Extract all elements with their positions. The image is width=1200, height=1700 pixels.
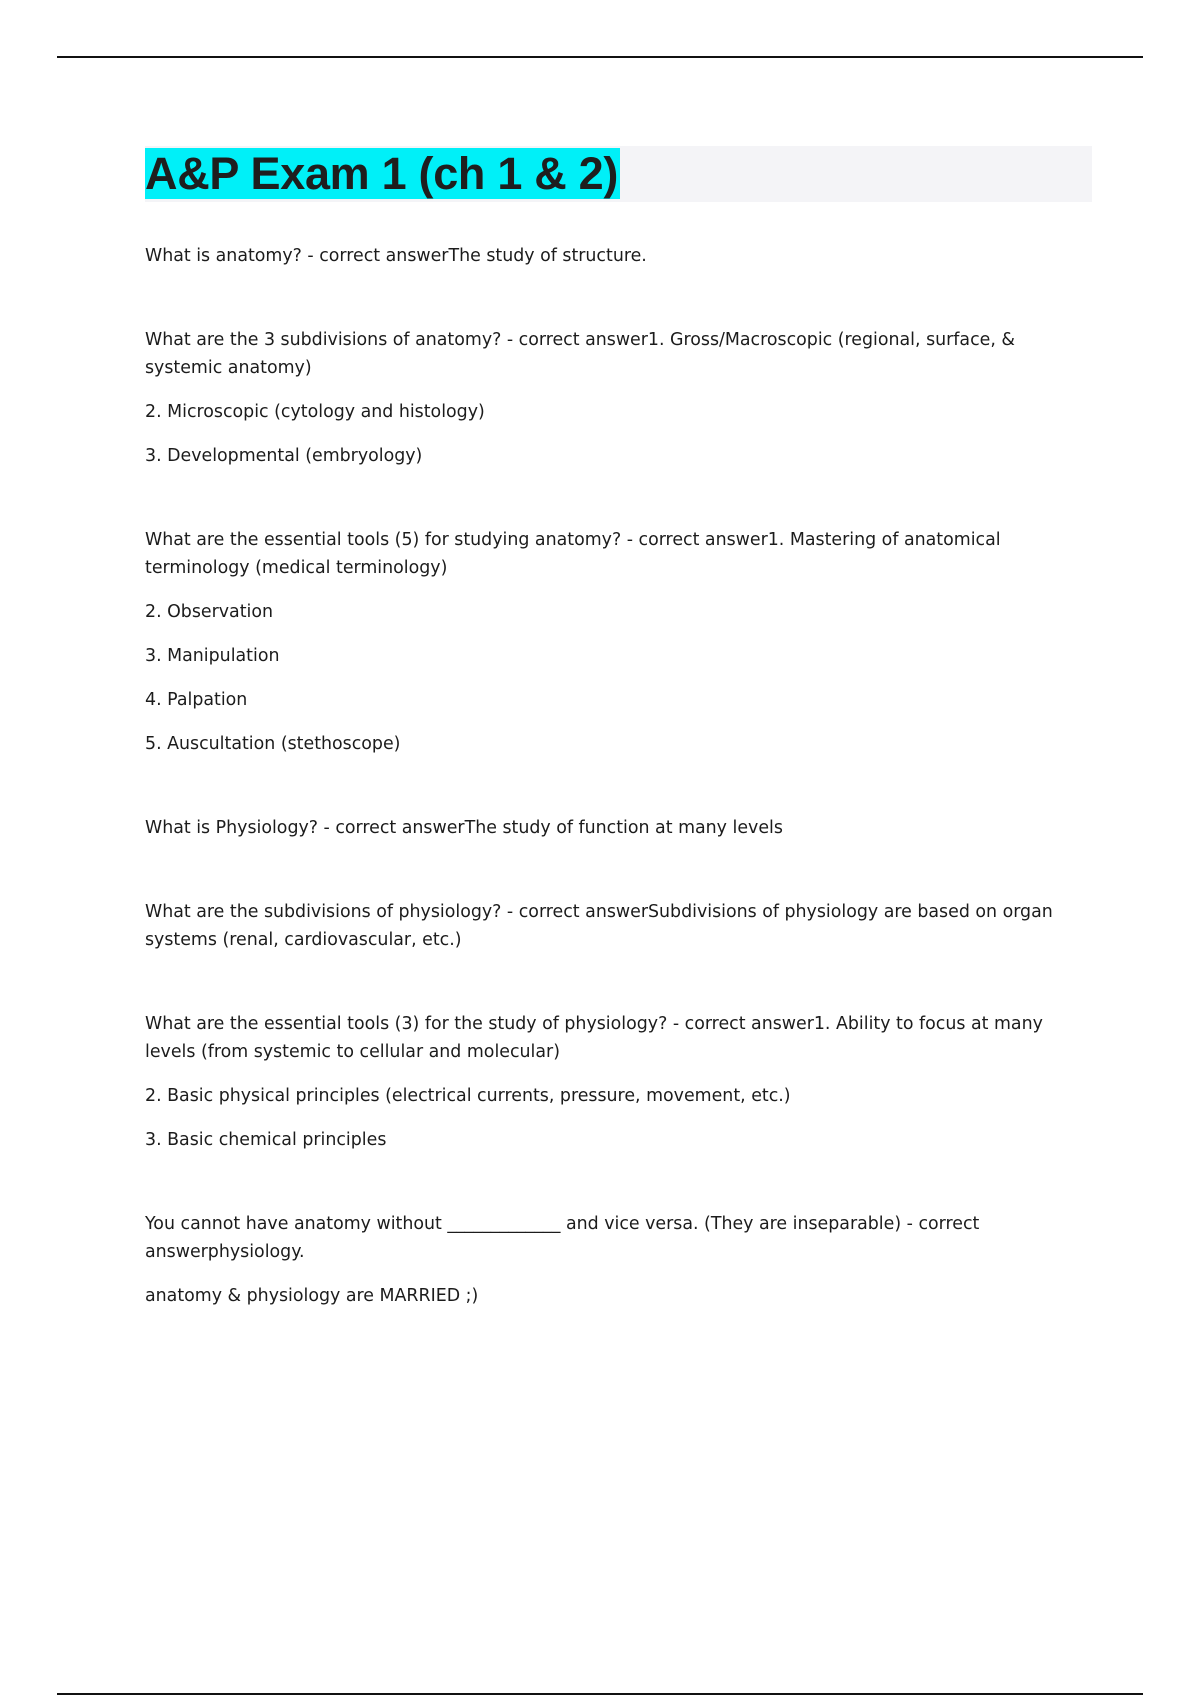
qa-item-anatomy	[145, 242, 1085, 270]
footer-rule	[57, 1693, 1143, 1695]
qa-item-anatomy-physiology	[145, 1210, 1085, 1310]
title-highlight: A&P Exam 1 (ch 1 & 2)	[145, 148, 619, 199]
qa-line: What are the essential tools (3) for the study of physiology? - correct answer1. Ability to focus at many levels (from systemic to cellular and molecular)	[145, 1014, 1043, 1062]
document-title	[145, 146, 622, 202]
qa-line: 2. Observation	[145, 602, 274, 622]
qa-line: 3. Manipulation	[145, 646, 280, 666]
qa-line: 3. Developmental (embryology)	[145, 446, 423, 466]
qa-list	[145, 242, 1085, 1310]
header-rule	[57, 56, 1143, 58]
qa-item-physiology-tools	[145, 1010, 1085, 1154]
qa-line: 5. Auscultation (stethoscope)	[145, 734, 401, 754]
qa-line: What is Physiology? - correct answerThe study of function at many levels	[145, 818, 783, 838]
qa-item-physiology	[145, 814, 1085, 842]
qa-line: What are the essential tools (5) for studying anatomy? - correct answer1. Mastering of anatomical terminology (medical terminology)	[145, 530, 1001, 578]
qa-item-physiology-subdivisions	[145, 898, 1085, 954]
qa-line: 2. Microscopic (cytology and histology)	[145, 402, 485, 422]
qa-line: What are the 3 subdivisions of anatomy? - correct answer1. Gross/Macroscopic (regional, surface, & systemic anatomy)	[145, 330, 1015, 378]
qa-line: What are the subdivisions of physiology? - correct answerSubdivisions of physiology are based on organ systems (renal, cardiovascular, etc.)	[145, 902, 1053, 950]
qa-item-anatomy-tools	[145, 526, 1085, 758]
qa-line: What is anatomy? - correct answerThe study of structure.	[145, 246, 647, 266]
qa-item-anatomy-subdivisions	[145, 326, 1085, 470]
qa-line: anatomy & physiology are MARRIED ;)	[145, 1286, 479, 1306]
qa-line: 4. Palpation	[145, 690, 248, 710]
qa-line: 2. Basic physical principles (electrical currents, pressure, movement, etc.)	[145, 1086, 791, 1106]
qa-line: You cannot have anatomy without _____________ and vice versa. (They are inseparable) - correct answerphysiology.	[145, 1214, 980, 1262]
qa-line: 3. Basic chemical principles	[145, 1130, 387, 1150]
